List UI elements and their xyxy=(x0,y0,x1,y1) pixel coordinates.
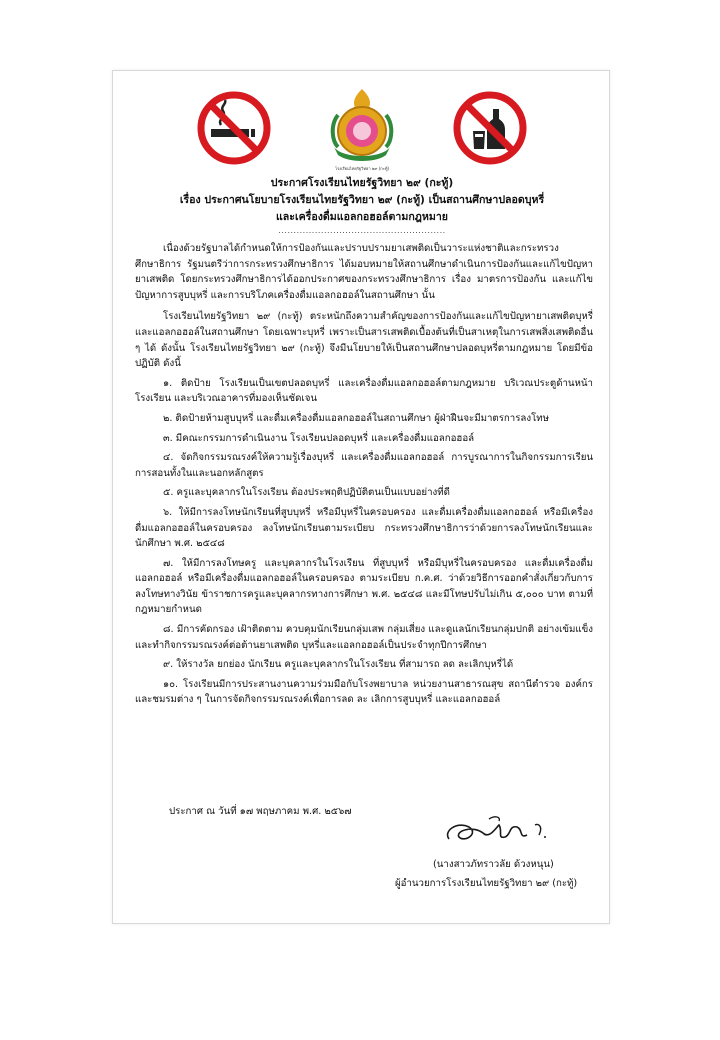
header-subject: เรื่อง ประกาศนโยบายโรงเรียนไทยรัฐวิทยา ๒๙ (กะทู้) เป็นสถานศึกษาปลอดบุหรี่ xyxy=(179,194,545,206)
policy-item: ๒. ติดป้ายห้ามสูบบุหรี่ และดื่มเครื่องดื่มแอลกอฮอล์ในสถานศึกษา ผู้ฝ่าฝืนจะมีมาตรการลงโทษ xyxy=(163,412,550,424)
policy-item: ๓. มีคณะกรรมการดำเนินงาน โรงเรียนปลอดบุหรี่ และเครื่องดื่มแอลกอฮอล์ xyxy=(163,432,475,444)
header-title: ประกาศโรงเรียนไทยรัฐวิทยา ๒๙ (กะทู้) xyxy=(270,177,454,189)
policy-item: ๗. ให้มีการลงโทษครู และบุคลากรในโรงเรียน ที่สูบบุหรี่ หรือมีบุหรี่ในครอบครอง และดื่มเครื่องดื่มแอลกอฮอล์ หรือมีเครื่องดื่มแอลกอฮอล์ในครอบครอง ตามระเบียบ ก.ค.ศ. ว่าด้วยวิธีการออกคำสั่งเกี่ยวกับการลงโทษทางวินัย ข้าราชการครูและบุคลากรทางการศึกษา พ.ศ. ๒๕๔๘ และมีโทษปรับไม่เกิน ๕,๐๐๐ บาท ตามที่กฎหมายกำหนด xyxy=(135,557,593,616)
body-paragraph-2: โรงเรียนไทยรัฐวิทยา ๒๙ (กะทู้) ตระหนักถึงความสำคัญของการป้องกันและแก้ไขปัญหายาเสพติดบุหรี่ และแอลกอฮอล์ในสถานศึกษา โดยเฉพาะบุหรี่ เพราะเป็นสารเสพติดเบื้องต้นที่เป็นสาเหตุในการเสพสิ่งเสพติดอื่น ๆ ได้ ดังนั้น โรงเรียนไทยรัฐวิทยา ๒๙ (กะทู้) จึงมีนโยบายให้เป็นสถานศึกษาปลอดบุหรี่ตามกฎหมาย โดยมีข้อปฏิบัติ ดังนี้ xyxy=(135,311,593,370)
no-alcohol-sign-icon xyxy=(453,91,527,165)
school-emblem xyxy=(324,85,400,173)
issue-date: ประกาศ ณ วันที่ ๑๗ พฤษภาคม พ.ศ. ๒๕๖๗ xyxy=(169,806,352,817)
policy-item: ๙. ให้รางวัล ยกย่อง นักเรียน ครูและบุคลากรในโรงเรียน ที่สามารถ ลด ละเลิกบุหรี่ได้ xyxy=(163,659,514,671)
signer-position: ผู้อำนวยการโรงเรียนไทยรัฐวิทยา ๒๙ (กะทู้) xyxy=(395,878,578,889)
policy-item: ๑. ติดป้าย โรงเรียนเป็นเขตปลอดบุหรี่ และเครื่องดื่มแอลกอฮอล์ตามกฎหมาย บริเวณประตูด้านหน้าโรงเรียน และบริเวณอาคารที่มองเห็นชัดเจน xyxy=(135,377,593,405)
policy-item: ๔. จัดกิจกรรมรณรงค์ให้ความรู้เรื่องบุหรี่ และเครื่องดื่มแอลกอฮอล์ การบูรณาการในกิจกรรมการเรียนการสอนทั้งในและนอกหลักสูตร xyxy=(135,452,593,479)
announcement-page xyxy=(112,70,610,924)
signature-icon xyxy=(439,811,579,851)
signer-name: (นางสาวภัทราวลัย ด้วงหนุน) xyxy=(433,859,554,870)
header-separator: ....................................................... xyxy=(278,226,446,235)
policy-item: ๘. มีการคัดกรอง เฝ้าติดตาม ควบคุมนักเรียนกลุ่มเสพ กลุ่มเสี่ยง และดูแลนักเรียนกลุ่มปกติ อย่างเข้มแข็ง และทำกิจกรรมรณรงค์ต่อต้านยาเสพติด บุหรี่และแอลกอฮอล์เป็นประจำทุกปีการศึกษา xyxy=(135,624,593,651)
header-subject-cont: และเครื่องดื่มแอลกอฮอล์ตามกฎหมาย xyxy=(275,211,449,223)
body-paragraph-1: เนื่องด้วยรัฐบาลได้กำหนดให้การป้องกันและปราบปรามยาเสพติดเป็นวาระแห่งชาติและกระทรวงศึกษาธิการ รัฐมนตรีว่าการกระทรวงศึกษาธิการ ได้มอบหมายให้สถานศึกษาดำเนินการป้องกันและแก้ไขปัญหายาเสพติด โดยกระทรวงศึกษาธิการได้ออกประกาศของกระทรวงศึกษาธิการ เรื่อง มาตรการป้องกัน และแก้ไขปัญหาการสูบบุหรี่ และการบริโภคเครื่องดื่มแอลกอฮอล์ในสถานศึกษา นั้น xyxy=(135,243,593,301)
policy-item: ๕. ครูและบุคลากรในโรงเรียน ต้องประพฤติปฏิบัติตนเป็นแบบอย่างที่ดี xyxy=(163,487,450,499)
policy-item: ๑๐. โรงเรียนมีการประสานงานความร่วมมือกับโรงพยาบาล หน่วยงานสาธารณสุข สถานีตำรวจ องค์กรและชมรมต่าง ๆ ในการจัดกิจกรรมรณรงค์เพื่อการลด ละ เลิกการสูบบุหรี่ และแอลกอฮอล์ xyxy=(135,678,593,706)
policy-item: ๖. ให้มีการลงโทษนักเรียนที่สูบบุหรี่ หรือมีบุหรี่ในครอบครอง และดื่มเครื่องดื่มแอลกอฮอล์ หรือมีเครื่องดื่มแอลกอฮอล์ในครอบครอง ลงโทษนักเรียนตามระเบียบ กระทรวงศึกษาธิการว่าด้วยการลงโทษนักเรียนและนักศึกษา พ.ศ. ๒๕๔๘ xyxy=(135,506,593,550)
announcement-body xyxy=(135,241,593,708)
no-smoking-sign-icon xyxy=(197,91,271,165)
emblem-caption: โรงเรียนไทยรัฐวิทยา ๒๙ (กะทู้) xyxy=(334,166,390,171)
announcement-header xyxy=(113,175,611,235)
logo-row xyxy=(113,83,611,175)
signer-block xyxy=(395,855,615,893)
school-emblem-icon xyxy=(324,85,400,165)
